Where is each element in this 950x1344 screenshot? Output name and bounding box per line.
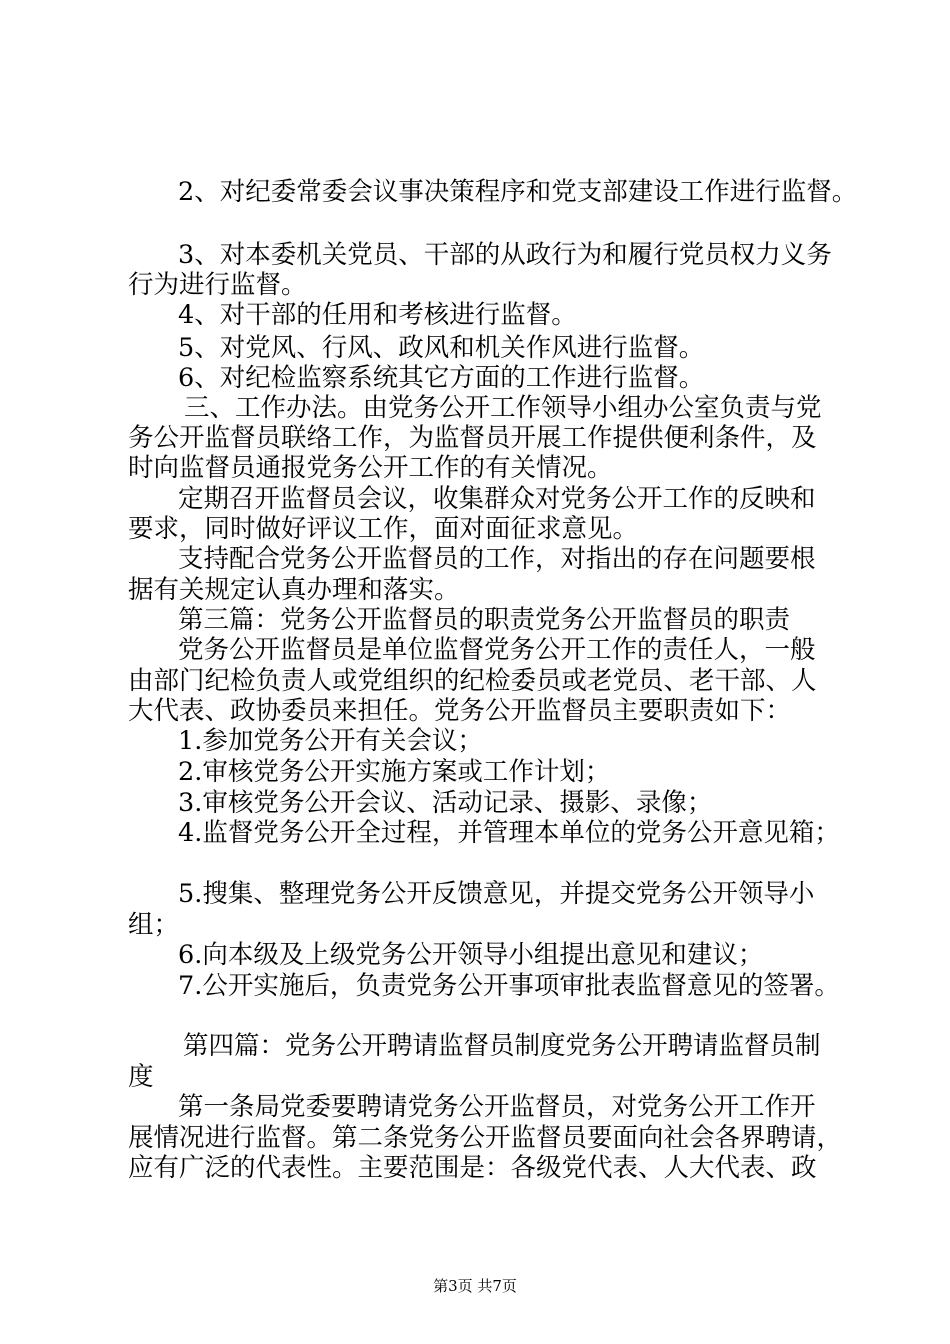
- list-item: 3.审核党务公开会议、活动记录、摄影、录像；: [178, 788, 713, 818]
- paragraph-line: 展情况进行监督。第二条党务公开监督员要面向社会各界聘请，: [128, 1123, 843, 1153]
- list-item: 1.参加党务公开有关会议；: [178, 726, 483, 756]
- list-item: 5.搜集、整理党务公开反馈意见，并提交党务公开领导小: [178, 879, 815, 909]
- paragraph-line: 据有关规定认真办理和落实。: [128, 575, 460, 605]
- paragraph-line: 支持配合党务公开监督员的工作，对指出的存在问题要根: [178, 544, 816, 574]
- paragraph-line: 4、对干部的任用和考核进行监督。: [178, 300, 577, 330]
- paragraph-line: 第一条局党委要聘请党务公开监督员，对党务公开工作开: [178, 1092, 816, 1122]
- paragraph-line: 2、对纪委常委会议事决策程序和党支部建设工作进行监督。: [178, 177, 858, 207]
- list-item: 2.审核党务公开实施方案或工作计划；: [178, 757, 611, 787]
- paragraph-line: 党务公开监督员是单位监督党务公开工作的责任人，一般: [178, 635, 816, 665]
- paragraph-line: 3、对本委机关党员、干部的从政行为和履行党员权力义务: [178, 240, 832, 270]
- paragraph-line: 6、对纪检监察系统其它方面的工作进行监督。: [178, 363, 705, 393]
- paragraph-line: 要求，同时做好评议工作，面对面征求意见。: [128, 514, 639, 544]
- list-item: 4.监督党务公开全过程，并管理本单位的党务公开意见箱；: [178, 818, 840, 848]
- paragraph-line: 大代表、政协委员来担任。党务公开监督员主要职责如下：: [128, 696, 792, 726]
- section-heading: 第三篇：党务公开监督员的职责党务公开监督员的职责: [178, 605, 791, 635]
- paragraph-line: 务公开监督员联络工作，为监督员开展工作提供便利条件，及: [128, 423, 817, 453]
- paragraph-line: 三、工作办法。由党务公开工作领导小组办公室负责与党: [184, 393, 822, 423]
- paragraph-line: 5、对党风、行风、政风和机关作风进行监督。: [178, 333, 705, 363]
- paragraph-line: 行为进行监督。: [128, 270, 307, 300]
- paragraph-line: 定期召开监督员会议，收集群众对党务公开工作的反映和: [178, 484, 816, 514]
- section-heading: 度: [128, 1062, 154, 1092]
- list-item: 7.公开实施后，负责党务公开事项审批表监督意见的签署。: [178, 971, 840, 1001]
- paragraph-line: 时向监督员通报党务公开工作的有关情况。: [128, 453, 613, 483]
- paragraph-line: 由部门纪检负责人或党组织的纪检委员或老党员、老干部、人: [128, 666, 817, 696]
- paragraph-line: 应有广泛的代表性。主要范围是：各级党代表、人大代表、政: [128, 1153, 817, 1183]
- list-item: 6.向本级及上级党务公开领导小组提出意见和建议；: [178, 940, 764, 970]
- section-heading: 第四篇：党务公开聘请监督员制度党务公开聘请监督员制: [183, 1031, 821, 1061]
- list-item: 组；: [128, 910, 180, 940]
- page-number: 第3页 共7页: [433, 1277, 517, 1295]
